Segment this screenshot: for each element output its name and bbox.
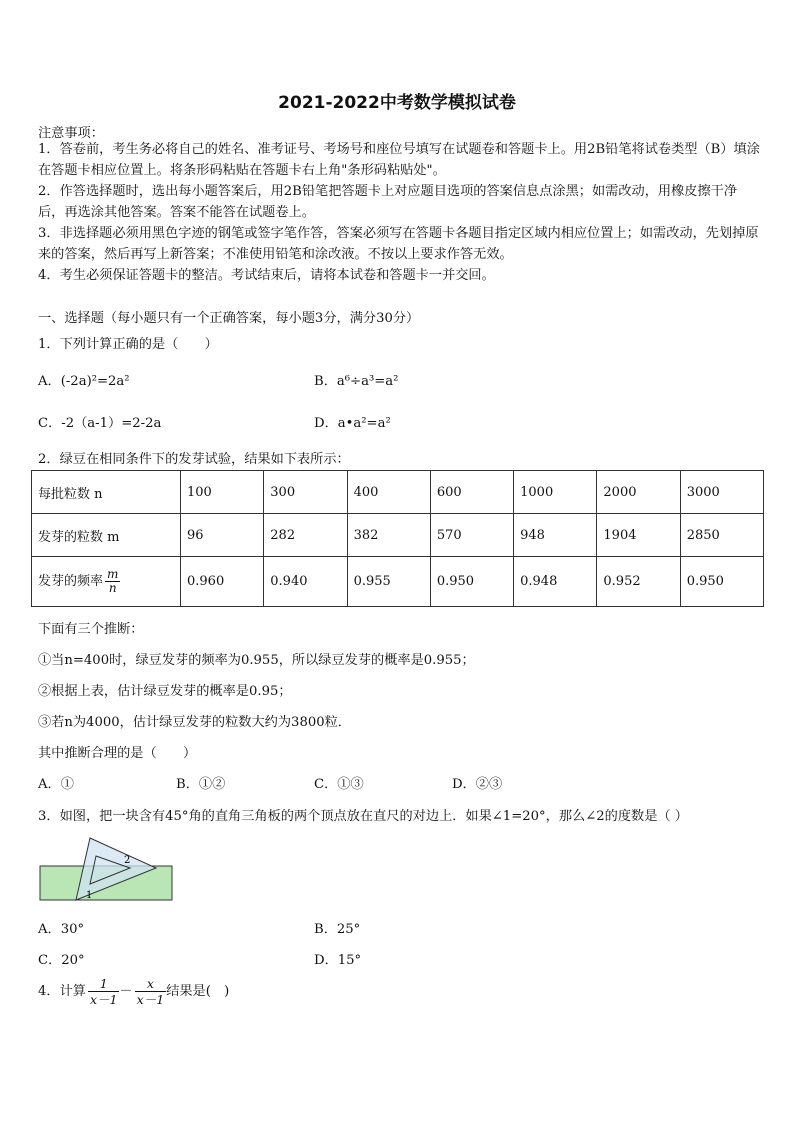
angle-2-label: 2	[124, 855, 131, 866]
angle-1-label: 1	[86, 890, 93, 901]
page-title: 2021-2022中考数学模拟试卷	[278, 93, 516, 113]
row-label-m: 发芽的粒数 m	[32, 514, 181, 557]
q1-option-c: C．-2（a-1）=2-2a	[38, 416, 162, 431]
q2-option-b: B．①②	[176, 777, 226, 792]
fraction-numerator: 1	[88, 976, 120, 992]
table-row	[32, 557, 764, 607]
notice-item-1: 1．答卷前，考生务必将自己的姓名、准考证号、考场号和座位号填写在试题卷和答题卡上。用2B铅笔将试卷类型（B）填涂在答题卡相应位置上。将条形码粘贴在答题卡右上角"条形码粘贴处"。	[38, 142, 760, 178]
q2-statement-1: ①当n=400时，绿豆发芽的频率为0.955，所以绿豆发芽的概率是0.955；	[38, 653, 475, 668]
table-cell: 300	[264, 471, 347, 514]
q2-intro: 下面有三个推断：	[38, 622, 144, 637]
table-cell: 948	[514, 514, 597, 557]
table-cell: 282	[264, 514, 347, 557]
ruler-triangle-figure	[38, 834, 178, 904]
table-cell: 400	[347, 471, 430, 514]
notice-item-3: 3．非选择题必须用黑色字迹的钢笔或签字笔作答，答案必须写在答题卡各题目指定区域内相应位置上；如需改动，先划掉原来的答案，然后再写上新答案；不准使用铅笔和涂改液。不按以上要求作答无效。	[38, 226, 759, 262]
germination-table	[31, 470, 764, 607]
table-cell: 570	[430, 514, 513, 557]
q1-stem: 1．下列计算正确的是（ ）	[38, 337, 218, 352]
table-cell: 0.955	[347, 557, 430, 607]
table-cell: 0.950	[430, 557, 513, 607]
q2-stem: 2．绿豆在相同条件下的发芽试验，结果如下表所示：	[38, 452, 350, 467]
q2-option-d: D．②③	[452, 777, 503, 792]
q4-stem	[38, 976, 229, 1007]
fraction-denominator: x－1	[89, 992, 118, 1007]
table-row	[32, 471, 764, 514]
q3-stem: 3．如图，把一块含有45°角的直角三角板的两个顶点放在直尺的对边上．如果∠1=20°，那么∠2的度数是（ ）	[38, 809, 688, 824]
section-heading: 一、选择题（每小题只有一个正确答案，每小题3分，满分30分）	[38, 311, 420, 326]
notice-item-2: 2．作答选择题时，选出每小题答案后，用2B铅笔把答题卡上对应题目选项的答案信息点涂黑；如需改动，用橡皮擦干净后，再选涂其他答案。答案不能答在试题卷上。	[38, 184, 738, 220]
q2-option-a: A．①	[38, 777, 74, 792]
table-cell: 1000	[514, 471, 597, 514]
q3-option-c: C．20°	[38, 953, 85, 968]
table-cell: 2850	[680, 514, 763, 557]
fraction-denominator: x－1	[136, 992, 165, 1007]
frequency-label: 发芽的频率	[38, 574, 104, 589]
q2-statement-2: ②根据上表，估计绿豆发芽的概率是0.95；	[38, 684, 292, 699]
table-cell: 96	[181, 514, 264, 557]
q1-option-b: B．a⁶÷a³=a²	[314, 374, 399, 389]
table-cell: 0.950	[680, 557, 763, 607]
q1-option-a: A．(-2a)²=2a²	[38, 374, 130, 389]
table-cell: 382	[347, 514, 430, 557]
notice-item-4: 4．考生必须保证答题卡的整洁。考试结束后，请将本试卷和答题卡一并交回。	[38, 268, 495, 283]
row-label-n: 每批粒数 n	[32, 471, 181, 514]
q3-option-b: B．25°	[314, 922, 361, 937]
table-cell: 0.940	[264, 557, 347, 607]
q4-suffix: 结果是( )	[166, 984, 230, 999]
row-label-frequency	[32, 557, 181, 607]
fraction-denominator: n	[108, 581, 117, 595]
q4-fraction-1	[88, 976, 120, 1007]
fraction-numerator: x	[135, 976, 167, 992]
fraction-m-over-n	[105, 568, 120, 595]
q4-fraction-2	[135, 976, 167, 1007]
q3-option-a: A．30°	[38, 922, 85, 937]
table-cell: 600	[430, 471, 513, 514]
q2-ask: 其中推断合理的是（ ）	[38, 746, 197, 761]
q1-option-d: D．a•a²=a²	[314, 416, 391, 431]
table-cell: 0.960	[181, 557, 264, 607]
table-cell: 100	[181, 471, 264, 514]
q2-option-c: C．①③	[314, 777, 364, 792]
q2-statement-3: ③若n为4000，估计绿豆发芽的粒数大约为3800粒．	[38, 715, 351, 730]
q3-option-d: D．15°	[314, 953, 362, 968]
table-cell: 2000	[597, 471, 680, 514]
q4-minus: －	[119, 984, 133, 999]
table-cell: 1904	[597, 514, 680, 557]
notice-heading: 注意事项：	[38, 126, 104, 141]
fraction-numerator: m	[107, 567, 119, 581]
table-cell: 0.948	[514, 557, 597, 607]
table-cell: 3000	[680, 471, 763, 514]
q4-prefix: 4．计算	[38, 984, 86, 999]
table-row	[32, 514, 764, 557]
table-cell: 0.952	[597, 557, 680, 607]
